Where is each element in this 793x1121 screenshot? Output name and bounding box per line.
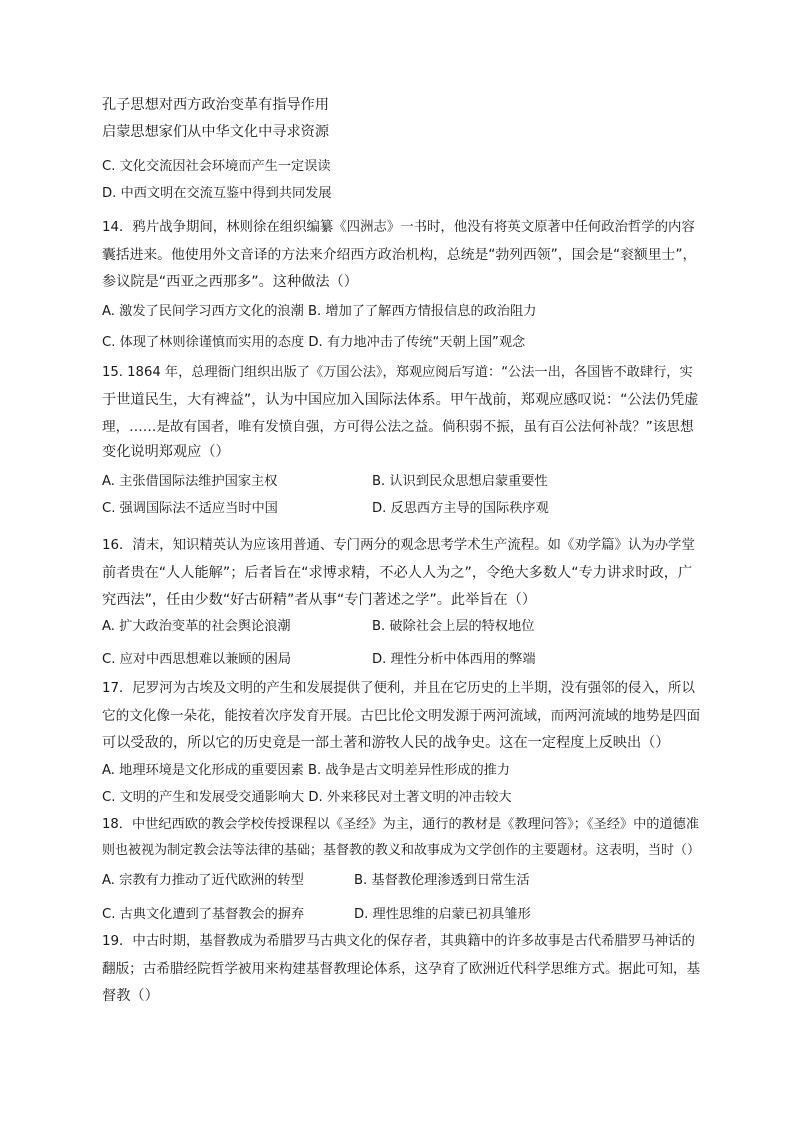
q14-stem-line-1: 14．鸦片战争期间，林则徐在组织编纂《四洲志》一书时，他没有将英文原著中任何政治哲学的内容	[102, 220, 695, 235]
q18-option-b: B. 基督教伦理渗透到日常生活	[354, 873, 530, 888]
q19-stem-line-1: 19．中古时期，基督教成为希腊罗马古典文化的保存者，其典籍中的许多故事是古代希腊罗马神话的	[102, 934, 695, 949]
q16-stem-line-3: 究西法”，任由少数“好古研精”者从事“专门著述之学”。此举旨在（）	[102, 592, 537, 608]
q17-stem-line-3: 可以受敌的，所以它的历史竟是一部土著和游牧人民的战争史。这在一定程度上反映出（）	[102, 735, 670, 751]
q16-option-a: A. 扩大政治变革的社会舆论浪潮	[102, 619, 291, 634]
q15-option-c: C. 强调国际法不适应当时中国	[102, 501, 278, 516]
q13-option-b: 启蒙思想家们从中华文化中寻求资源	[102, 124, 330, 140]
q18-option-d: D. 理性思维的启蒙已初具雏形	[354, 907, 531, 922]
q17-options-cd: C. 文明的产生和发展受交通影响大 D. 外来移民对土著文明的冲击较大	[102, 790, 512, 805]
q19-stem-line-3: 督教（）	[102, 988, 159, 1004]
q18-stem-line-1: 18．中世纪西欧的教会学校传授课程以《圣经》为主，通行的教材是《教理问答》；《圣经》中的道德准	[102, 817, 700, 832]
q17-options-ab: A. 地理环境是文化形成的重要因素 B. 战争是古文明差异性形成的推力	[102, 763, 511, 778]
q14-stem-line-2: 囊括进来。他使用外文音译的方法来介绍西方政治机构，总统是“勃列西领”，国会是“衮额里士”，	[102, 247, 697, 263]
q15-stem-line-4: 变化说明郑观应（）	[102, 444, 230, 460]
q15-option-b: B. 认识到民众思想启蒙重要性	[372, 474, 548, 489]
q17-stem-line-2: 它的文化像一朵花，能按着次序发育开展。古巴比伦文明发源于两河流域，而两河流域的地势是四面	[102, 708, 701, 724]
q13-option-d: D. 中西文明在交流互鉴中得到共同发展	[102, 186, 332, 201]
q14-options-ab: A. 激发了民间学习西方文化的浪潮 B. 增加了了解西方情报信息的政治阻力	[102, 304, 537, 319]
q18-option-c: C. 古典文化遭到了基督教会的摒弃	[102, 907, 305, 922]
q19-stem-line-2: 翻版；古希腊经院哲学被用来构建基督教理论体系，这孕育了欧洲近代科学思维方式。据此可知，基	[102, 961, 701, 977]
q16-stem-line-2: 前者贵在“人人能解”；后者旨在“求博求精，不必人人为之”，令绝大多数人“专力讲求时政，广	[102, 565, 693, 581]
q15-option-d: D. 反思西方主导的国际秩序观	[372, 501, 549, 516]
q16-option-c: C. 应对中西思想难以兼顾的困局	[102, 652, 292, 667]
q16-option-d: D. 理性分析中体西用的弊端	[372, 652, 536, 667]
q16-option-b: B. 破除社会上层的特权地位	[372, 619, 535, 634]
q15-stem-line-2: 于世道民生，大有裨益”，认为中国应加入国际法体系。甲午战前，郑观应感叹说：“公法仍凭虚	[102, 392, 699, 408]
q13-option-a: 孔子思想对西方政治变革有指导作用	[102, 97, 330, 113]
q18-stem-line-2: 则也被视为制定教会法等法律的基础；基督教的教义和故事成为文学创作的主要题材。这表明，当时（）	[102, 843, 701, 858]
q16-stem-line-1: 16．清末，知识精英认为应该用普通、专门两分的观念思考学术生产流程。如《劝学篇》认为办学堂	[102, 538, 695, 553]
q18-option-a: A. 宗教有力推动了近代欧洲的转型	[102, 873, 304, 888]
q17-stem-line-1: 17．尼罗河为古埃及文明的产生和发展提供了便利，并且在它历史的上半期，没有强邻的侵入，所以	[102, 681, 695, 696]
q13-option-c: C. 文化交流因社会环境而产生一定误读	[102, 159, 331, 174]
q14-stem-line-3: 参议院是“西亚之西那多”。这种做法（）	[102, 274, 358, 290]
q15-stem-line-1: 15. 1864 年，总理衙门组织出版了《万国公法》，郑观应阅后写道：“公法一出，各国皆不敢肆行，实	[102, 365, 693, 380]
q15-stem-line-3: 理，……是故有国者，唯有发愤自强，方可得公法之益。倘积弱不振，虽有百公法何补哉？”该思想	[102, 419, 694, 435]
q15-option-a: A. 主张借国际法维护国家主权	[102, 474, 278, 489]
q14-options-cd: C. 体现了林则徐谨慎而实用的态度 D. 有力地冲击了传统“天朝上国”观念	[102, 335, 526, 350]
